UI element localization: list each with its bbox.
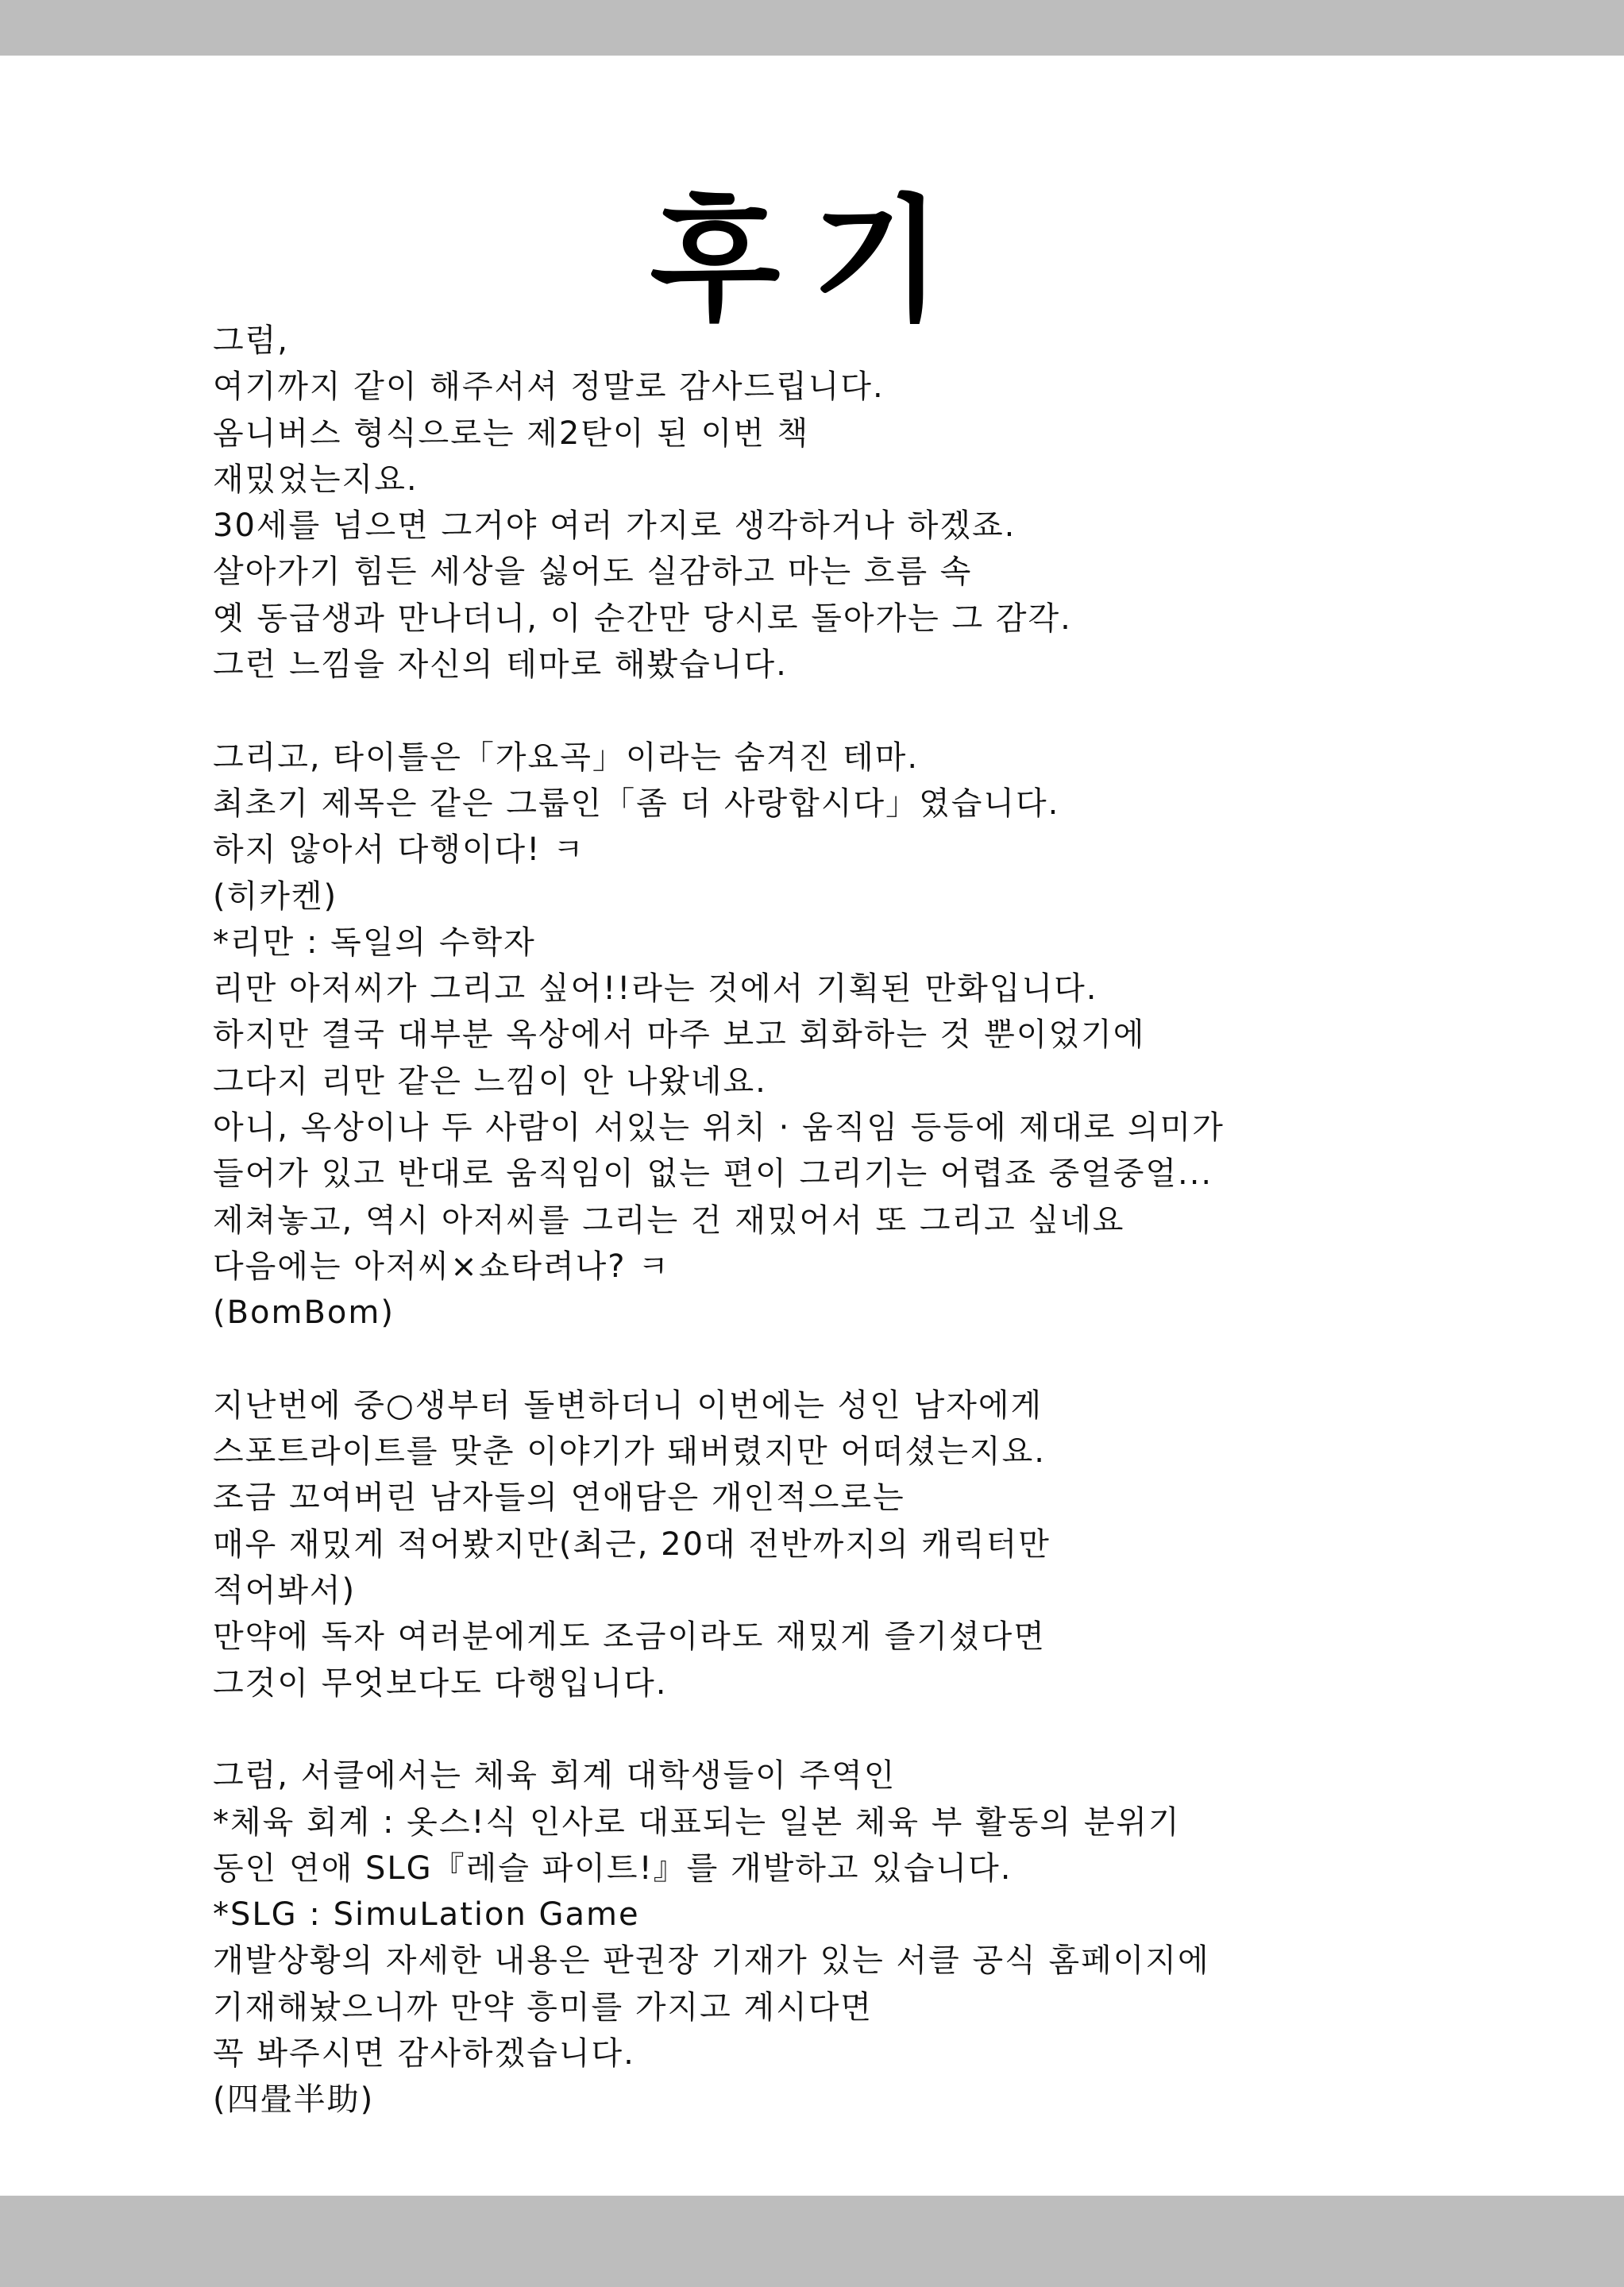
author-signature: (BomBom) (213, 1294, 395, 1332)
text-line: 하지 않아서 다행이다! ㅋ (213, 831, 585, 869)
text-line: 개발상황의 자세한 내용은 판권장 기재가 있는 서클 공식 홈페이지에 (213, 1942, 1210, 1980)
text-line: 옴니버스 형식으로는 제2탄이 된 이번 책 (213, 415, 810, 452)
text-line: 만약에 독자 여러분에게도 조금이라도 재밌게 즐기셨다면 (213, 1618, 1046, 1656)
text-line: 살아가기 힘든 세상을 싫어도 실감하고 마는 흐름 속 (213, 553, 973, 591)
text-line: 동인 연애 SLG『레슬 파이트!』를 개발하고 있습니다. (213, 1849, 1013, 1887)
text-line: 리만 아저씨가 그리고 싶어!!라는 것에서 기획된 만화입니다. (213, 970, 1098, 1008)
text-line: 그리고, 타이틀은「가요곡」이라는 숨겨진 테마. (213, 739, 920, 776)
text-line: 재밌었는지요. (213, 461, 419, 498)
text-line: 스포트라이트를 맞춘 이야기가 돼버렸지만 어떠셨는지요. (213, 1433, 1046, 1471)
text-line: 하지만 결국 대부분 옥상에서 마주 보고 회화하는 것 뿐이었기에 (213, 1016, 1146, 1054)
text-line: 그럼, (213, 322, 289, 359)
footnote-line: *SLG : SimuLation Game (213, 1896, 640, 1934)
text-line: 그럼, 서클에서는 체육 회계 대학생들이 주역인 (213, 1757, 897, 1795)
text-line: 적어봐서) (213, 1572, 357, 1610)
author-signature: (히카켄) (213, 877, 338, 915)
author-signature: (四畳半助) (213, 2081, 375, 2119)
paragraph-3 (213, 1383, 1404, 1707)
text-line: 옛 동급생과 만나더니, 이 순간만 당시로 돌아가는 그 감각. (213, 600, 1072, 637)
text-line: 여기까지 같이 해주서셔 정말로 감사드립니다. (213, 368, 885, 406)
text-line: 그것이 무엇보다도 다행입니다. (213, 1664, 668, 1702)
text-line: 그런 느낌을 자신의 테마로 해봤습니다. (213, 646, 788, 684)
text-line: 다음에는 아저씨×쇼타려나? ㅋ (213, 1248, 670, 1285)
text-line: 지난번에 중○생부터 돌변하더니 이번에는 성인 남자에게 (213, 1386, 1043, 1424)
text-line: 기재해놨으니까 만약 흥미를 가지고 계시다면 (213, 1988, 874, 2026)
top-margin-band (0, 0, 1624, 56)
text-line: 매우 재밌게 적어봤지만(최근, 20대 전반까지의 캐릭터만 (213, 1525, 1051, 1563)
page-title: 후기 (650, 182, 974, 340)
paragraph-spacer (213, 688, 1404, 734)
text-line: 그다지 리만 같은 느낌이 안 나왔네요. (213, 1063, 767, 1100)
paragraph-1 (213, 318, 1404, 688)
text-line: 최초기 제목은 같은 그룹인「좀 더 사랑합시다」였습니다. (213, 785, 1060, 822)
paragraph-2 (213, 735, 1404, 1336)
footnote-line: *리만 : 독일의 수학자 (213, 924, 536, 961)
text-line: 아니, 옥상이나 두 사람이 서있는 위치 · 움직임 등등에 제대로 의미가 (213, 1109, 1225, 1147)
text-line: 조금 꼬여버린 남자들의 연애담은 개인적으로는 (213, 1479, 905, 1517)
text-line: 제쳐놓고, 역시 아저씨를 그리는 건 재밌어서 또 그리고 싶네요 (213, 1201, 1125, 1239)
paragraph-spacer (213, 1707, 1404, 1753)
footnote-line: *체육 회계 : 옷스!식 인사로 대표되는 일본 체육 부 활동의 분위기 (213, 1803, 1181, 1841)
afterword-body (213, 318, 1404, 2123)
bottom-margin-band (0, 2196, 1624, 2287)
paragraph-spacer (213, 1336, 1404, 1383)
text-line: 꼭 봐주시면 감사하겠습니다. (213, 2034, 635, 2072)
text-line: 30세를 넘으면 그거야 여러 가지로 생각하거나 하겠죠. (213, 507, 1016, 545)
text-line: 들어가 있고 반대로 움직임이 없는 편이 그리기는 어렵죠 중얼중얼... (213, 1155, 1213, 1193)
paragraph-4 (213, 1753, 1404, 2123)
